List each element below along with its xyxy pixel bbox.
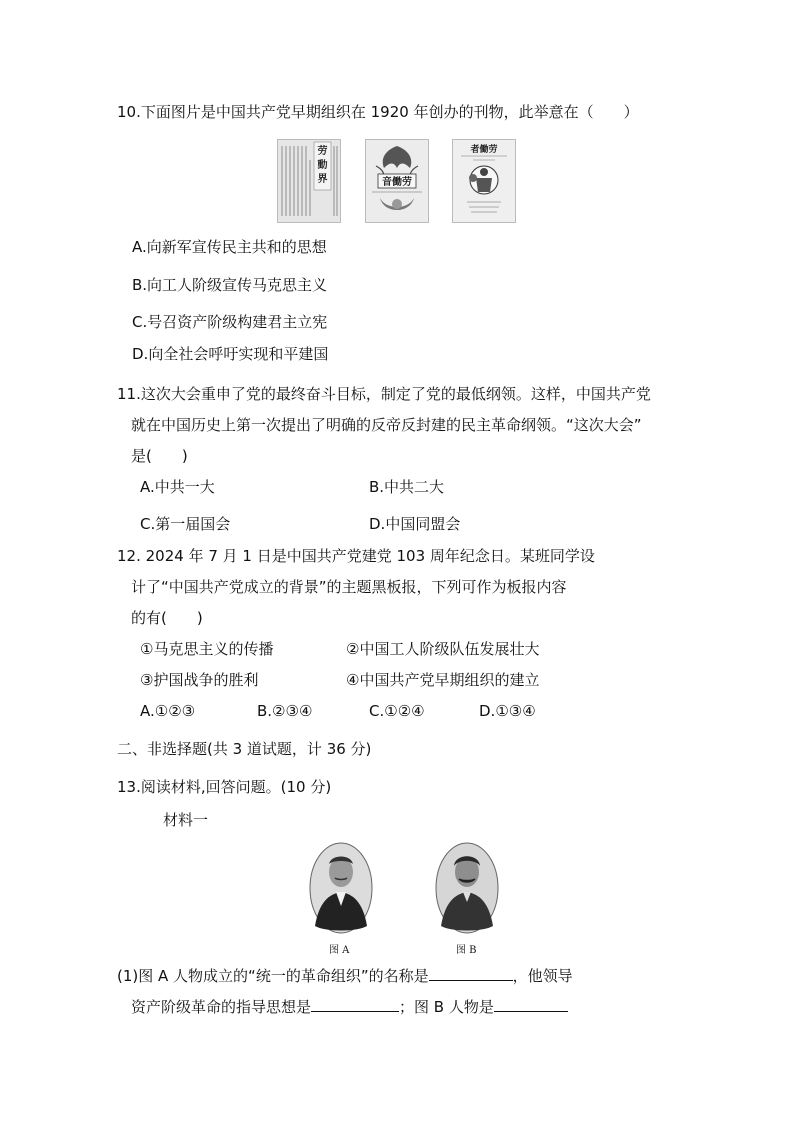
q10-option-b: B.向工人阶级宣传马克思主义 xyxy=(132,276,328,294)
q12-stem-line-3: 的有( ) xyxy=(131,609,203,627)
magazine-image-1 xyxy=(277,139,341,223)
svg-text:者働劳: 者働劳 xyxy=(470,145,498,155)
q12-option-a: A.①②③ xyxy=(140,702,196,720)
svg-text:界: 界 xyxy=(317,174,328,185)
q13-sub1-text-4: ；图 B 人物是 xyxy=(399,998,494,1016)
q11-option-d: D.中国同盟会 xyxy=(369,515,461,533)
svg-text:音働劳: 音働劳 xyxy=(382,177,412,188)
q12-item-4: ④中国共产党早期组织的建立 xyxy=(346,671,540,689)
q12-stem-line-1: 12. 2024 年 7 月 1 日是中国共产党建党 103 周年纪念日。某班同学设 xyxy=(117,547,595,565)
q12-option-b: B.②③④ xyxy=(257,702,313,720)
caption-figure-a: 图 A xyxy=(329,945,350,956)
portrait-a-image xyxy=(309,842,373,938)
q13-sub1-line-1 xyxy=(117,966,573,986)
q13-sub1-line-2 xyxy=(131,997,568,1017)
caption-figure-b: 图 B xyxy=(456,945,477,956)
answer-blank-3[interactable] xyxy=(494,997,568,1012)
q12-option-d: D.①③④ xyxy=(479,702,536,720)
q11-option-a: A.中共一大 xyxy=(140,478,215,496)
magazine-image-3 xyxy=(452,139,516,223)
magazine-image-2 xyxy=(365,139,429,223)
portrait-b-image xyxy=(435,842,499,938)
q11-option-c: C.第一届国会 xyxy=(140,515,231,533)
answer-blank-2[interactable] xyxy=(311,997,399,1012)
q11-stem-line-1: 11.这次大会重申了党的最终奋斗目标，制定了党的最低纲领。这样，中国共产党 xyxy=(117,385,651,403)
q13-sub1-text-2: ，他领导 xyxy=(512,967,573,985)
q13-material-label: 材料一 xyxy=(163,811,209,829)
svg-text:劳: 劳 xyxy=(317,146,328,157)
svg-text:動: 動 xyxy=(317,160,328,171)
q12-item-2: ②中国工人阶级队伍发展壮大 xyxy=(346,640,540,658)
q13-sub1-text-1: (1)图 A 人物成立的“统一的革命组织”的名称是 xyxy=(117,967,429,985)
q11-stem-line-2: 就在中国历史上第一次提出了明确的反帝反封建的民主革命纲领。“这次大会” xyxy=(131,416,642,434)
q11-option-b: B.中共二大 xyxy=(369,478,445,496)
answer-blank-1[interactable] xyxy=(429,966,513,981)
section-heading: 二、非选择题(共 3 道试题，计 36 分) xyxy=(117,740,372,758)
q12-option-c: C.①②④ xyxy=(369,702,425,720)
q12-stem-line-2: 计了“中国共产党成立的背景”的主题黑板报，下列可作为板报内容 xyxy=(131,578,567,596)
q11-stem-line-3: 是( ) xyxy=(131,447,188,465)
q10-option-a: A.向新军宣传民主共和的思想 xyxy=(132,238,327,256)
q12-item-1: ①马克思主义的传播 xyxy=(140,640,274,658)
q12-item-3: ③护国战争的胜利 xyxy=(140,671,259,689)
q13-sub1-text-3: 资产阶级革命的指导思想是 xyxy=(131,998,312,1016)
q10-option-c: C.号召资产阶级构建君主立宪 xyxy=(132,313,328,331)
q10-option-d: D.向全社会呼吁实现和平建国 xyxy=(132,345,329,363)
q13-stem: 13.阅读材料,回答问题。(10 分) xyxy=(117,778,332,796)
q10-stem: 10.下面图片是中国共产党早期组织在 1920 年创办的刊物，此举意在（ ） xyxy=(117,103,639,121)
